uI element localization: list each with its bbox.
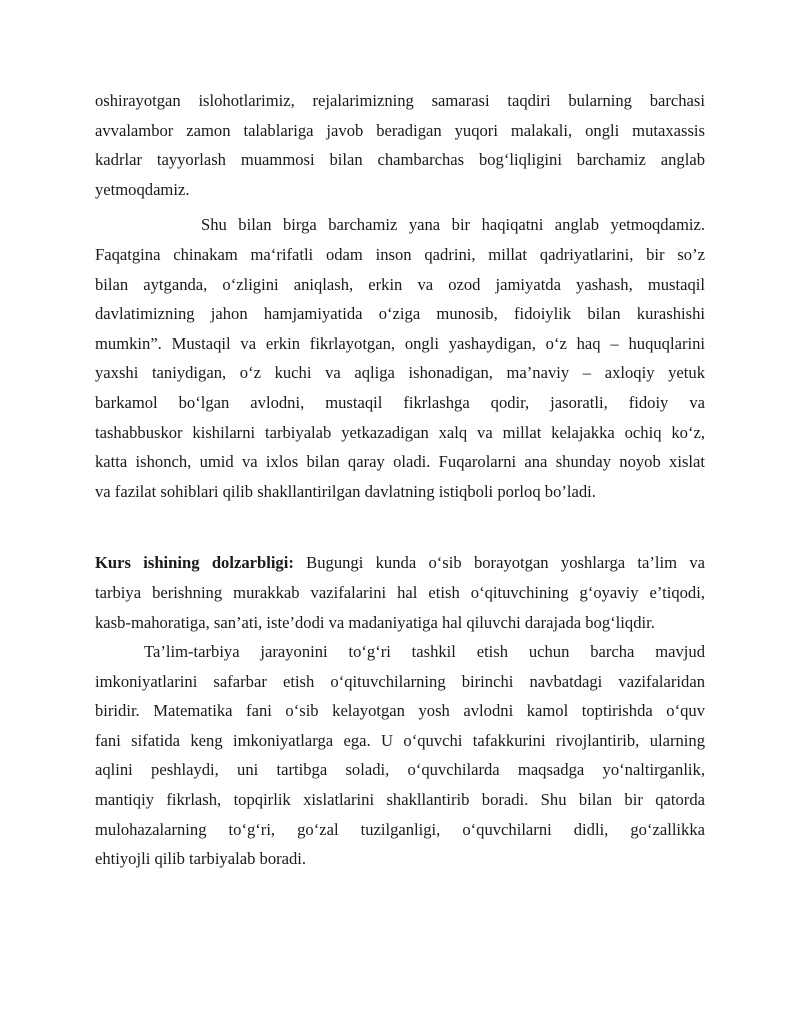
section-heading: Kurs ishining dolzarbligi: xyxy=(95,553,294,573)
text-line: katta ishonch, umid va ixlos bilan qaray oladi. Fuqarolarni ana shunday noyob xislat xyxy=(95,452,705,472)
text-line: ehtiyojli qilib tarbiyalab boradi. xyxy=(95,849,307,869)
text-line: oshirayotgan islohotlarimiz, rejalarimizning samarasi taqdiri bularning barchasi xyxy=(95,91,705,110)
text-line: kadrlar tayyorlash muammosi bilan chambarchas bog‘liqligini barchamiz anglab xyxy=(95,150,705,170)
text-line xyxy=(95,548,705,578)
text-line: kasb-mahoratiga, san’ati, iste’dodi va madaniyatiga hal qiluvchi darajada bog‘liqdir. xyxy=(95,612,655,632)
text-line: bilan aytganda, o‘zligini aniqlash, erkin va ozod jamiyatda yashash, mustaqil xyxy=(95,274,705,294)
paragraph-2 xyxy=(95,210,705,506)
text-line: davlatimizning jahon hamjamiyatida o‘ziga munosib, fidoiylik bilan kurashishi xyxy=(95,304,705,324)
heading-continuation: Bugungi kunda o‘sib borayotgan yoshlarga ta’lim va xyxy=(293,553,705,573)
section-spacer xyxy=(95,506,705,548)
text-line: yaxshi taniydigan, o‘z kuchi va aqliga ishonadigan, ma’naviy – axloqiy yetuk xyxy=(95,363,705,383)
paragraph-1 xyxy=(95,86,705,204)
text-line: aqlini peshlaydi, uni tartibga soladi, o‘quvchilarda maqsadga yo‘naltirganlik, xyxy=(95,760,705,780)
text-line: Shu bilan birga barchamiz yana bir haqiqatni anglab yetmoqdamiz. xyxy=(201,215,705,235)
text-line: mumkin”. Mustaqil va erkin fikrlayotgan, ongli yashaydigan, o‘z haq – huquqlarini xyxy=(95,333,705,353)
text-line: mantiqiy fikrlash, topqirlik xislatlarini shakllantirib boradi. Shu bilan bir qatorda xyxy=(95,790,705,810)
text-line: biridir. Matematika fani o‘sib kelayotgan yosh avlodni kamol toptirishda o‘quv xyxy=(95,701,705,721)
text-line: tarbiya berishning murakkab vazifalarini hal etish o‘qituvchining g‘oyaviy e’tiqodi, xyxy=(95,582,705,602)
text-line: tashabbuskor kishilarni tarbiyalab yetkazadigan xalq va millat kelajakka ochiq ko‘z, xyxy=(95,422,705,442)
text-line: Faqatgina chinakam ma‘rifatli odam inson qadrini, millat qadriyatlarini, bir so’z xyxy=(95,244,705,264)
text-line: fani sifatida keng imkoniyatlarga ega. U o‘quvchi tafakkurini rivojlantirib, ularning xyxy=(95,730,705,750)
text-line: Ta’lim-tarbiya jarayonini to‘g‘ri tashkil etish uchun barcha mavjud xyxy=(144,642,705,662)
text-line: barkamol bo‘lgan avlodni, mustaqil fikrlashga qodir, jasoratli, fidoiy va xyxy=(95,392,705,412)
text-line: avvalambor zamon talablariga javob beradigan yuqori malakali, ongli mutaxassis xyxy=(95,120,705,140)
text-line: imkoniyatlarini safarbar etish o‘qituvchilarning birinchi navbatdagi vazifalaridan xyxy=(95,671,705,691)
document-page xyxy=(95,86,705,874)
text-line: va fazilat sohiblari qilib shakllantirilgan davlatning istiqboli porloq bo’ladi. xyxy=(95,481,596,501)
text-line: yetmoqdamiz. xyxy=(95,179,190,199)
text-line: mulohazalarning to‘g‘ri, go‘zal tuzilganligi, o‘quvchilarni didli, go‘zallikka xyxy=(95,819,705,839)
paragraph-4 xyxy=(95,637,705,874)
paragraph-3 xyxy=(95,548,705,637)
